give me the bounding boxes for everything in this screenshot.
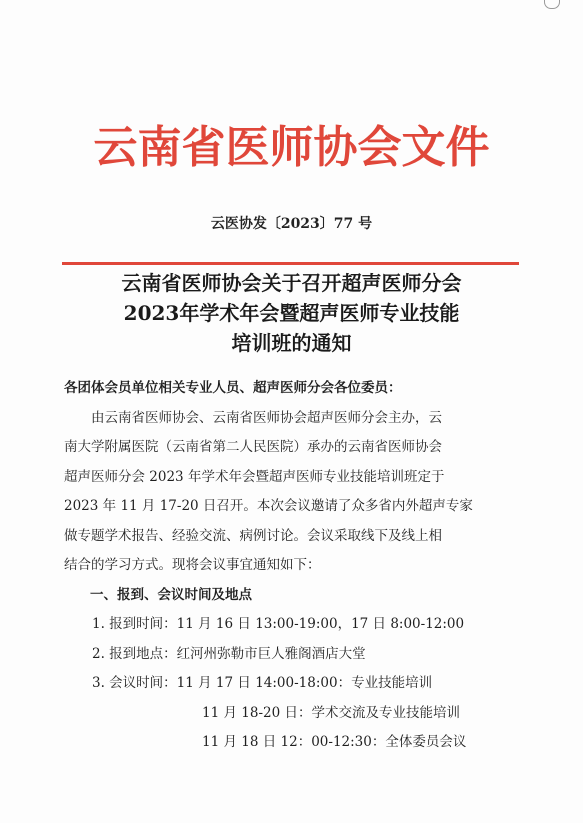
organization-document-header: 云南省医师协会文件: [93, 122, 490, 173]
list-item-registration-place: 2. 报到地点：红河州弥勒市巨人雅阁酒店大堂: [92, 645, 366, 662]
notice-title-line-3: 培训班的通知: [231, 331, 352, 355]
list-item-registration-time: 1. 报到时间：11 月 16 日 13:00-19:00，17 日 8:00-12:00: [92, 616, 465, 632]
intro-line-4: 2023 年 11 月 17-20 日召开。本次会议邀请了众多省内外超声专家: [64, 498, 473, 514]
binding-hole-mark: [544, 0, 560, 9]
intro-paragraph: [64, 404, 524, 581]
list-item-meeting-time-cont-2: 11 月 18 日 12：00-12:30：全体委员会议: [202, 734, 467, 750]
list-item-meeting-time: 3. 会议时间：11 月 17 日 14:00-18:00：专业技能培训: [92, 675, 433, 691]
salutation: 各团体会员单位相关专业人员、超声医师分会各位委员：: [64, 380, 402, 396]
red-separator-line: [62, 262, 519, 265]
list-item-meeting-time-cont-1: 11 月 18-20 日：学术交流及专业技能培训: [202, 704, 460, 721]
notice-title-line-1: 云南省医师协会关于召开超声医师分会: [121, 271, 462, 295]
intro-line-2: 南大学附属医院（云南省第二人民医院）承办的云南省医师协会: [64, 439, 442, 455]
intro-line-1: 由云南省医师协会、云南省医师协会超声医师分会主办，云: [91, 409, 442, 426]
document-number: 云医协发〔2023〕77 号: [210, 216, 373, 232]
intro-line-5: 做专题学术报告、经验交流、病例讨论。会议采取线下及线上相: [64, 527, 442, 544]
notice-body: [64, 374, 524, 758]
section-heading-1: 一、报到、会议时间及地点: [90, 586, 252, 603]
intro-line-6: 结合的学习方式。现将会议事宜通知如下：: [64, 557, 321, 573]
intro-line-3: 超声医师分会 2023 年学术年会暨超声医师专业技能培训班定于: [64, 468, 445, 485]
notice-title-line-2: 2023年学术年会暨超声医师专业技能: [123, 301, 460, 325]
notice-title: [0, 268, 583, 358]
